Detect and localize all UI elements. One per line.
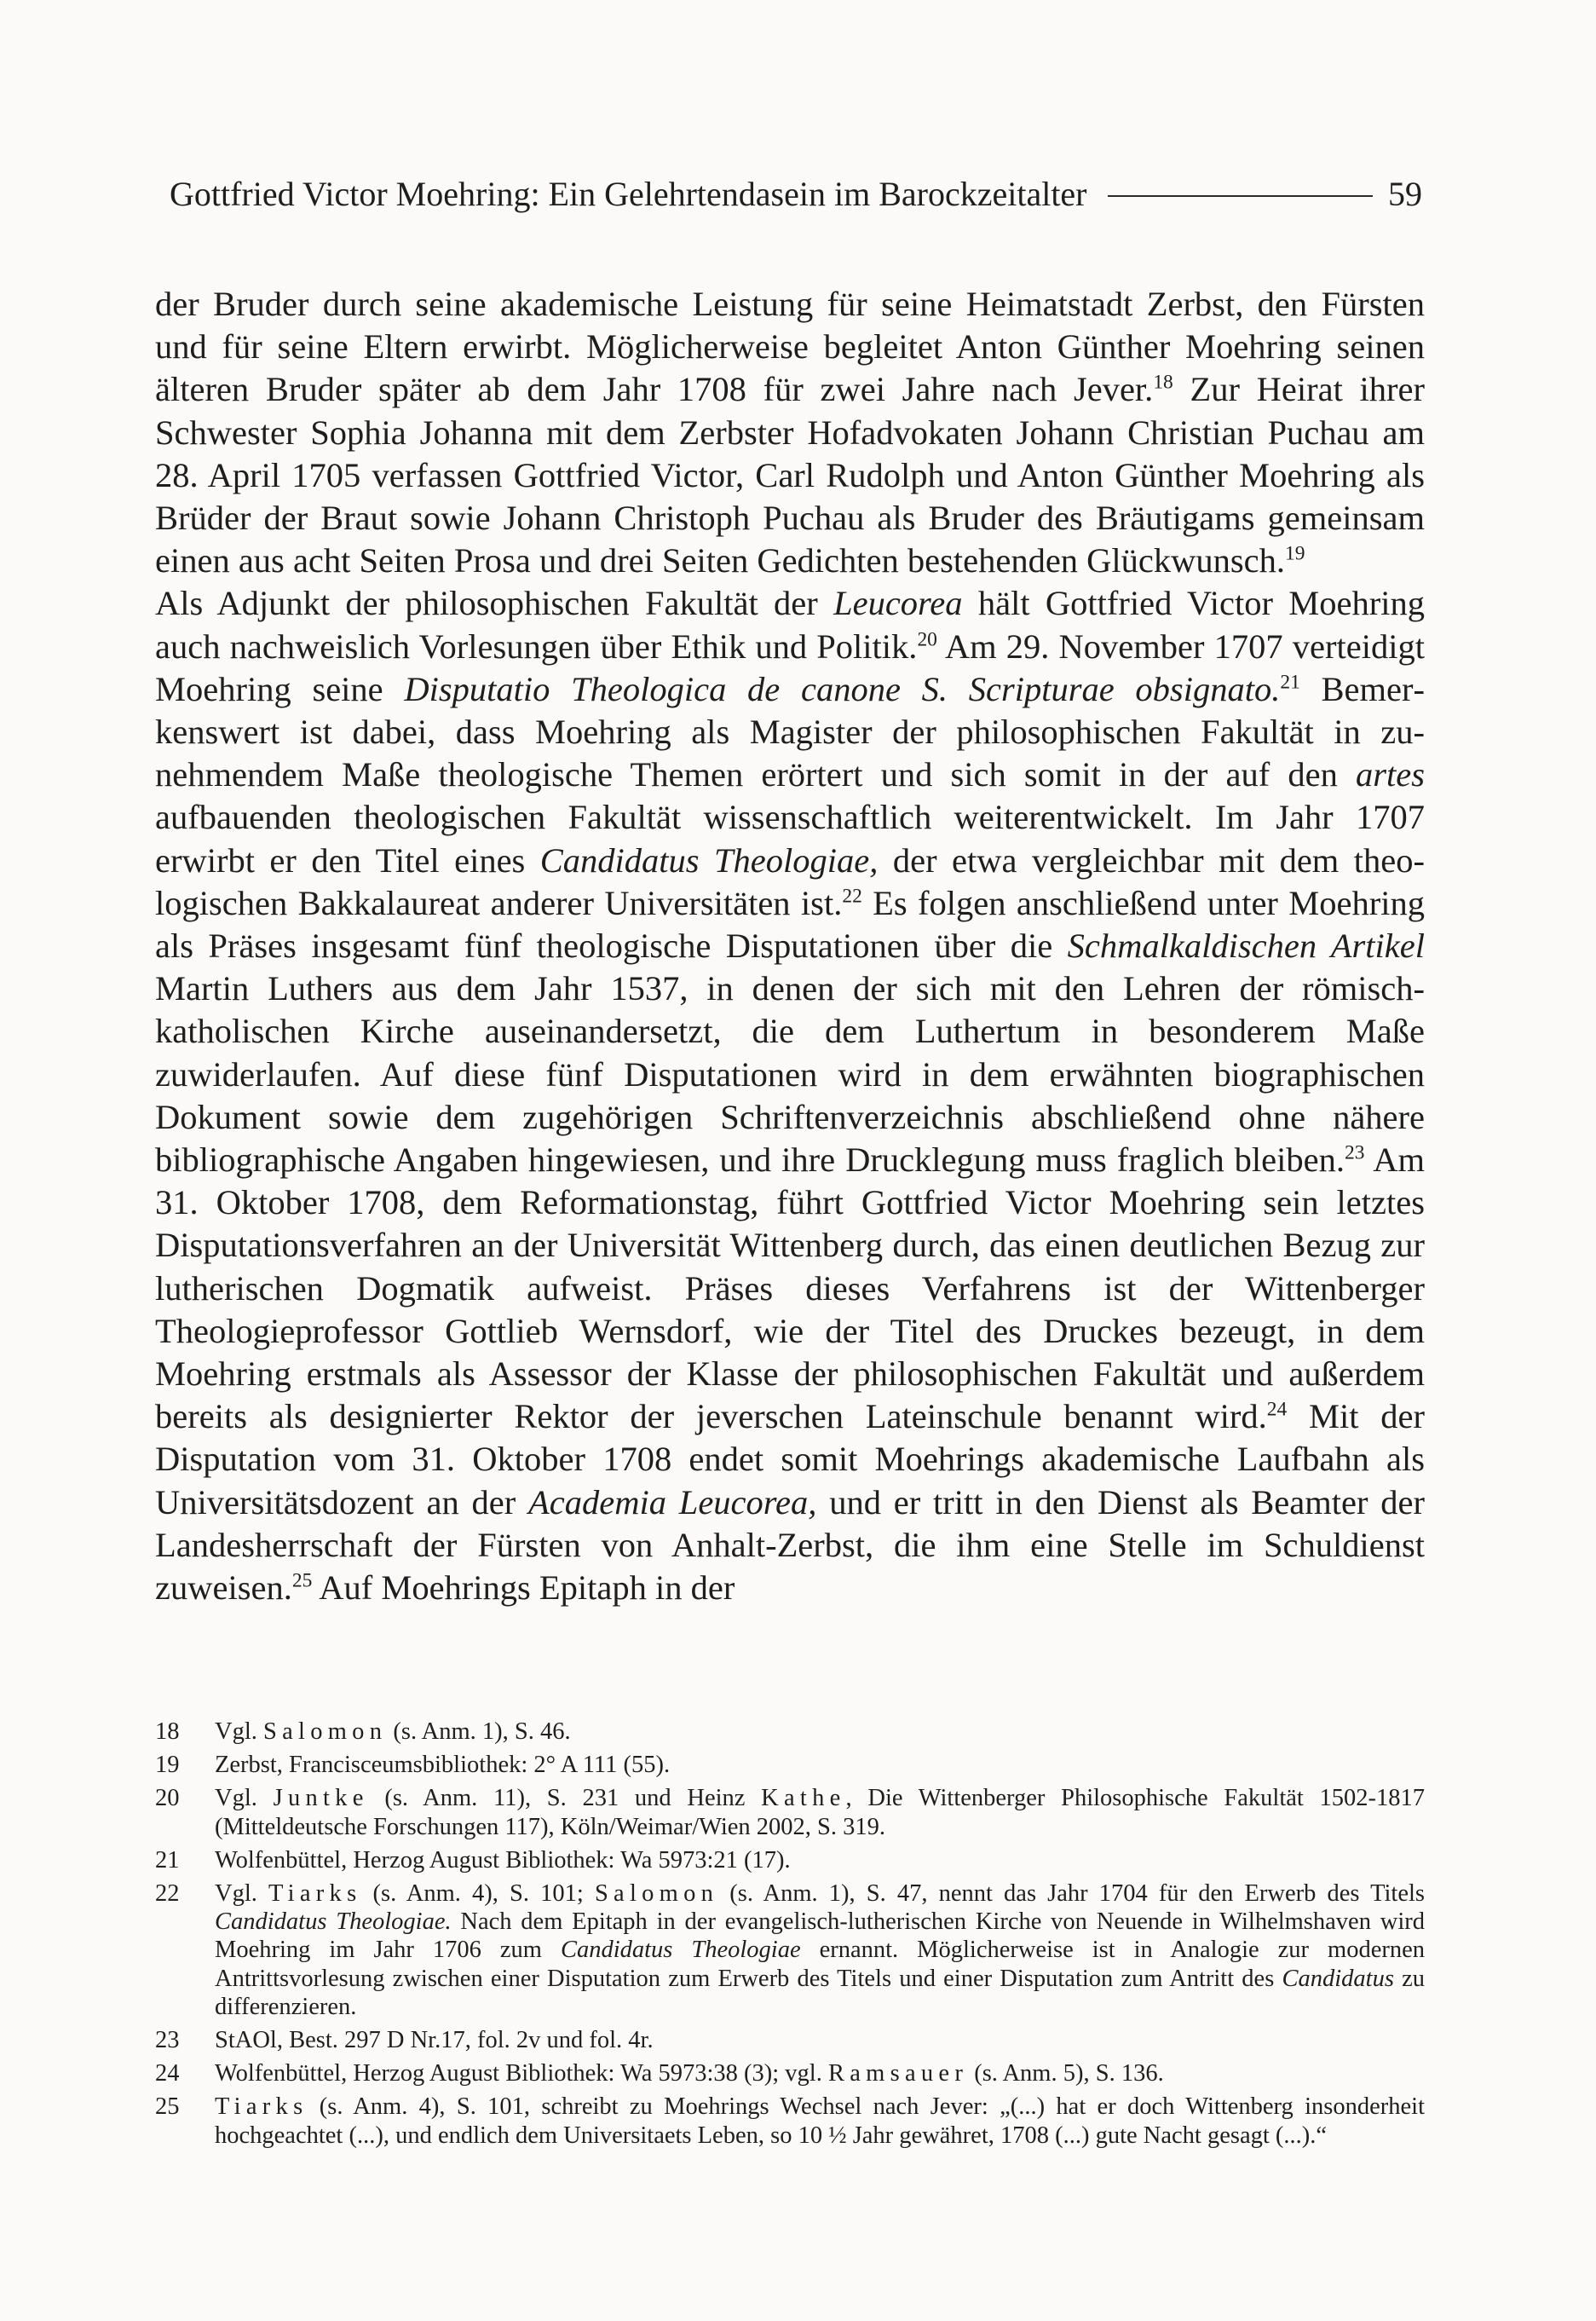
italic-term: Disputatio Theologica de canone S. Scripturae obsignato. [404,669,1281,708]
author-name: Salomon [594,1880,719,1908]
text-run: Es folgen anschließend unter Moehring als Präses insgesamt fünf theologische Disputationen über die [155,883,1426,966]
page-number: 59 [1388,175,1422,213]
footnote-ref[interactable]: 20 [917,628,937,651]
text-run: Martin Luthers aus dem Jahr 1537, in denen der sich mit den Lehren der römisch-katholischen Kirche auseinandersetzt, die dem Luthertum in besonderem Maße zuwiderlaufen. Auf diese fünf Disputationen wird in dem erwähnten biographischen Dokument sowie dem zugehörigen Schriftenverzeichnis abschließend ohne nähere bibliographische Angaben hingewiesen, und ihre Drucklegung muss fraglich bleiben. [155,969,1425,1180]
text-run: Mit der Disputation vom 31. Oktober 1708 endet somit Moehrings akademische Laufbahn als Universitätsdozent an der [155,1397,1425,1521]
footnote-ref[interactable]: 23 [1345,1141,1365,1164]
footnote-number: 19 [155,1752,180,1779]
footnote-number: 21 [155,1846,180,1874]
footnote-text: StAOl, Best. 297 D Nr.17, fol. 2v und fol. 4r. [215,2027,654,2054]
footnote-number: 20 [155,1785,180,1812]
footnote-text: Vgl. Juntke (s. Anm. 11), S. 231 und Heinz Kathe, Die Wittenberger Philosophische Fakultät 1502-1817 (Mitteldeutsche Forschungen 117), Köln/Weimar/Wien 2002, S. 319. [215,1785,1426,1840]
footnote-23 [155,2026,1425,2054]
text-run: Am 29. November 1707 verteidigt Moehring seine [155,626,1425,708]
footnote-number: 18 [155,1718,180,1745]
italic-term: artes [1356,755,1425,794]
footnote-ref[interactable]: 19 [1285,542,1305,565]
footnotes [155,1718,1425,2155]
italic-term: Leucorea [833,584,963,623]
footnote-number: 22 [155,1880,180,1908]
paragraph-2 [155,582,1425,1609]
text-run: aufbauenden theologischen Fakultät wissenschaftlich weiterentwickelt. Im Jahr 1707 erwirbt er den Titel eines [155,798,1425,880]
footnote-22 [155,1879,1425,2021]
running-header [170,174,1422,215]
footnote-number: 25 [155,2093,180,2121]
footnote-ref[interactable]: 25 [291,1569,313,1592]
footnote-18 [155,1718,1425,1746]
text-run: Am 31. Oktober 1708, dem Reformationstag, führt Gottfried Victor Moehring sein letztes Disputationsverfahren an der Universität Wittenberg durch, das einen deutlichen Bezug zur lutherischen Dogmatik aufweist. Präses dieses Verfahrens ist der Wittenberger Theologieprofessor Gottlieb Wernsdorf, wie der Titel des Druckes bezeugt, in dem Moehring erstmals als Assessor der Klasse der philosophischen Fakultät und außerdem bereits als designierter Rektor der jeverschen Lateinschule benannt wird. [155,1140,1425,1436]
footnote-21 [155,1846,1425,1874]
main-text [155,283,1425,1609]
author-name: Tiarks [268,1880,362,1908]
footnote-text: Zerbst, Francisceumsbibliothek: 2° A 111 (55). [215,1752,671,1779]
text-run: Auf Moehrings Epitaph in der [312,1568,735,1608]
footnote-20 [155,1784,1425,1840]
author-name: Kathe [761,1785,846,1812]
footnote-24 [155,2059,1425,2087]
footnote-text: Wolfenbüttel, Herzog August Bibliothek: Wa 5973:38 (3); vgl. Ramsauer (s. Anm. 5), S. 136. [215,2060,1164,2087]
footnote-text: Wolfenbüttel, Herzog August Bibliothek: Wa 5973:21 (17). [215,1846,791,1874]
footnote-text: Tiarks (s. Anm. 4), S. 101, schreibt zu Moehrings Wechsel nach Jever: „(...) hat er doch Wittenberg insonderheit hochgeachtet (...), und endlich dem Universitaets Leben, so 10 ½ Jahr gewähret, 1708 (...) gute Nacht gesagt (...).“ [215,2093,1425,2149]
italic-term: Candidatus Theologiae, [539,840,879,880]
footnote-ref[interactable]: 24 [1266,1398,1288,1421]
text-run: der Bruder durch seine akademische Leistung für seine Heimatstadt Zerbst, den Fürsten und für seine Eltern erwirbt. Möglicherweise begleitet Anton Günther Moehring seinen älteren Bruder später ab dem Jahr 1708 für zwei Jahre nach Jever. [155,285,1425,409]
footnote-number: 23 [155,2027,180,2054]
footnote-text: Vgl. Salomon (s. Anm. 1), S. 46. [215,1718,571,1745]
author-name: Salomon [263,1718,388,1745]
author-name: Ramsauer [827,2060,969,2087]
author-name: Tiarks [215,2093,308,2121]
footnote-19 [155,1751,1425,1779]
author-name: Juntke [273,1785,369,1812]
running-title: Gottfried Victor Moehring: Ein Gelehrtendasein im Barockzeitalter [170,175,1087,213]
footnote-number: 24 [155,2060,180,2087]
text-run: und er tritt in den Dienst als Beamter der Landesherrschaft der Fürsten von Anhalt-Zerbst, die ihm eine Stelle im Schuldienst zuweisen. [155,1482,1426,1608]
text-run: der etwa vergleichbar mit dem theologischen Bakkalaureat anderer Universitäten ist. [155,840,1425,922]
text-run: Bemerkenswert ist dabei, dass Moehring als Magister der philosophischen Fakultät in zunehmendem Maße theologische Themen erörtert und sich somit in der auf den [155,669,1425,794]
italic-term: Schmalkaldischen Artikel [1067,927,1425,966]
italic-term: Academia Leucorea, [528,1482,817,1521]
header-rule [1108,195,1373,197]
footnote-25 [155,2093,1425,2149]
paragraph-1 [155,283,1425,582]
text-run: Als Adjunkt der philosophischen Fakultät der [155,584,834,623]
footnote-text: Vgl. Tiarks (s. Anm. 4), S. 101; Salomon (s. Anm. 1), S. 47, nennt das Jahr 1704 für den Erwerb des Titels Candidatus Theologiae. Nach dem Epitaph in der evangelisch-lutherischen Kirche von Neuende in Wilhelmshaven wird Moehring im Jahr 1706 zum Candidatus Theologiae ernannt. Möglicherweise ist in Analogie zur modernen Antrittsvorlesung zwischen einer Disputation zum Erwerb des Titels und einer Disputation zum Antritt des Candidatus zu differenzieren. [215,1880,1425,2020]
text-run: Zur Heirat ihrer Schwester Sophia Johanna mit dem Zerbster Hofadvokaten Johann Christian Puchau am 28. April 1705 verfassen Gottfried Victor, Carl Rudolph und Anton Günther Moehring als Brüder der Braut sowie Johann Christoph Puchau als Bruder des Bräutigams gemeinsam einen aus acht Seiten Prosa und drei Seiten Gedichten bestehenden Glückwunsch. [155,370,1425,580]
footnote-ref[interactable]: 18 [1153,371,1173,394]
text-run: hält Gottfried Victor Moehring auch nachweislich Vorlesungen über Ethik und Politik. [155,584,1425,666]
footnote-ref[interactable]: 22 [842,885,862,908]
footnote-ref[interactable]: 21 [1280,671,1300,694]
